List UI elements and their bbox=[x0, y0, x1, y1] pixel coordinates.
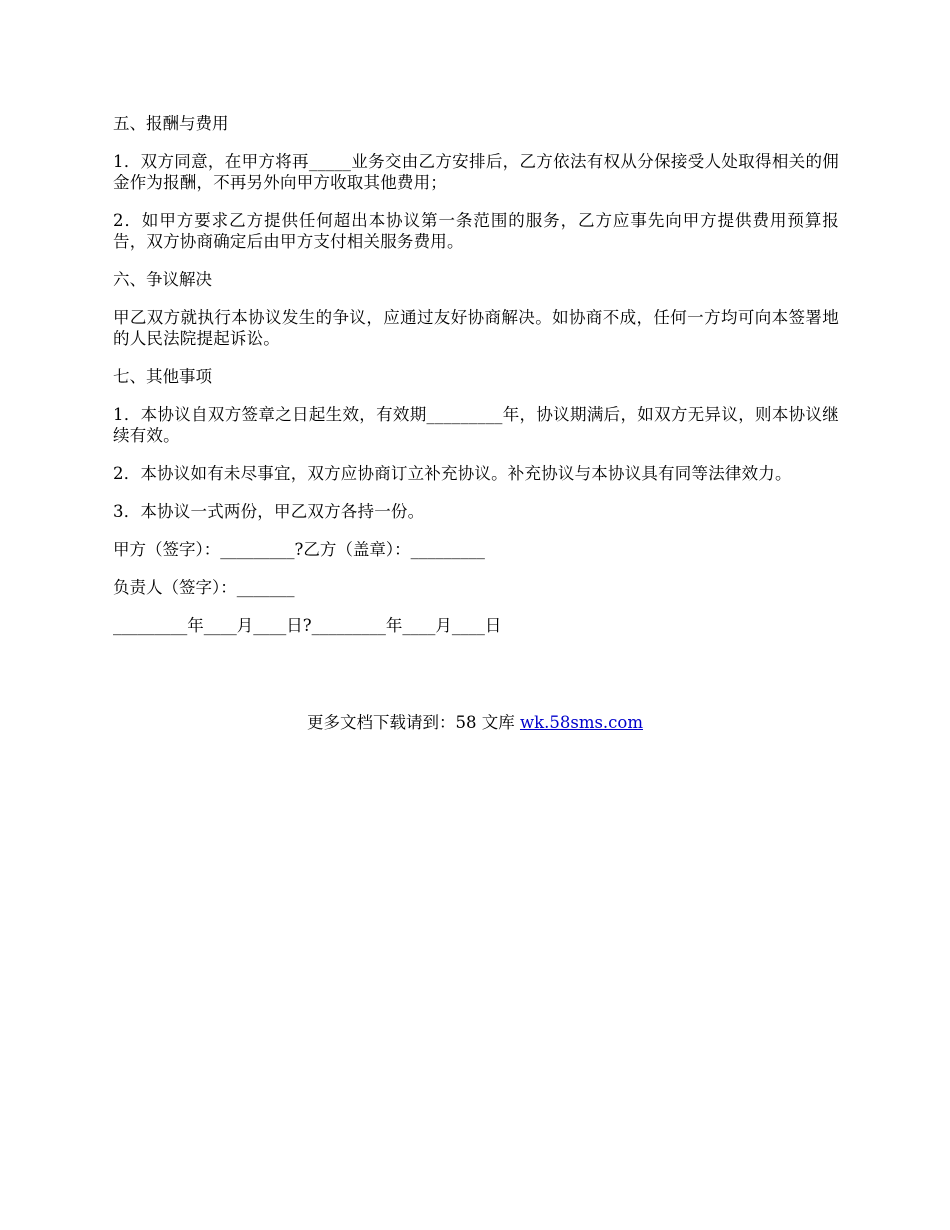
section-5-paragraph-2: 2．如甲方要求乙方提供任何超出本协议第一条范围的服务，乙方应事先向甲方提供费用预算报告，双方协商确定后由甲方支付相关服务费用。 bbox=[113, 211, 839, 251]
section-6-paragraph-1: 甲乙双方就执行本协议发生的争议，应通过友好协商解决。如协商不成，任何一方均可向本签署地的人民法院提起诉讼。 bbox=[113, 308, 839, 348]
signature-line-dates: _________年____月____日?_________年____月____日 bbox=[113, 616, 502, 635]
section-6-title: 六、争议解决 bbox=[113, 270, 212, 289]
footer-text: 更多文档下载请到：58 文库 bbox=[306, 713, 520, 732]
section-7-paragraph-2: 2．本协议如有未尽事宜，双方应协商订立补充协议。补充协议与本协议具有同等法律效力。 bbox=[113, 464, 792, 483]
signature-line-parties: 甲方（签字）：_________?乙方（盖章）：_________ bbox=[113, 540, 485, 559]
section-5-paragraph-1: 1．双方同意，在甲方将再_____业务交由乙方安排后，乙方依法有权从分保接受人处取得相关的佣金作为报酬，不再另外向甲方收取其他费用； bbox=[113, 152, 839, 192]
section-7-paragraph-1: 1．本协议自双方签章之日起生效，有效期_________年，协议期满后，如双方无异议，则本协议继续有效。 bbox=[113, 405, 839, 445]
download-footer bbox=[0, 709, 950, 733]
footer-link[interactable]: wk.58sms.com bbox=[519, 713, 643, 732]
section-7-title: 七、其他事项 bbox=[113, 367, 212, 386]
document-body bbox=[113, 113, 839, 653]
section-5-title: 五、报酬与费用 bbox=[113, 114, 229, 133]
section-7-paragraph-3: 3．本协议一式两份，甲乙双方各持一份。 bbox=[113, 502, 425, 521]
signature-line-responsible: 负责人（签字）：_______ bbox=[113, 578, 295, 597]
